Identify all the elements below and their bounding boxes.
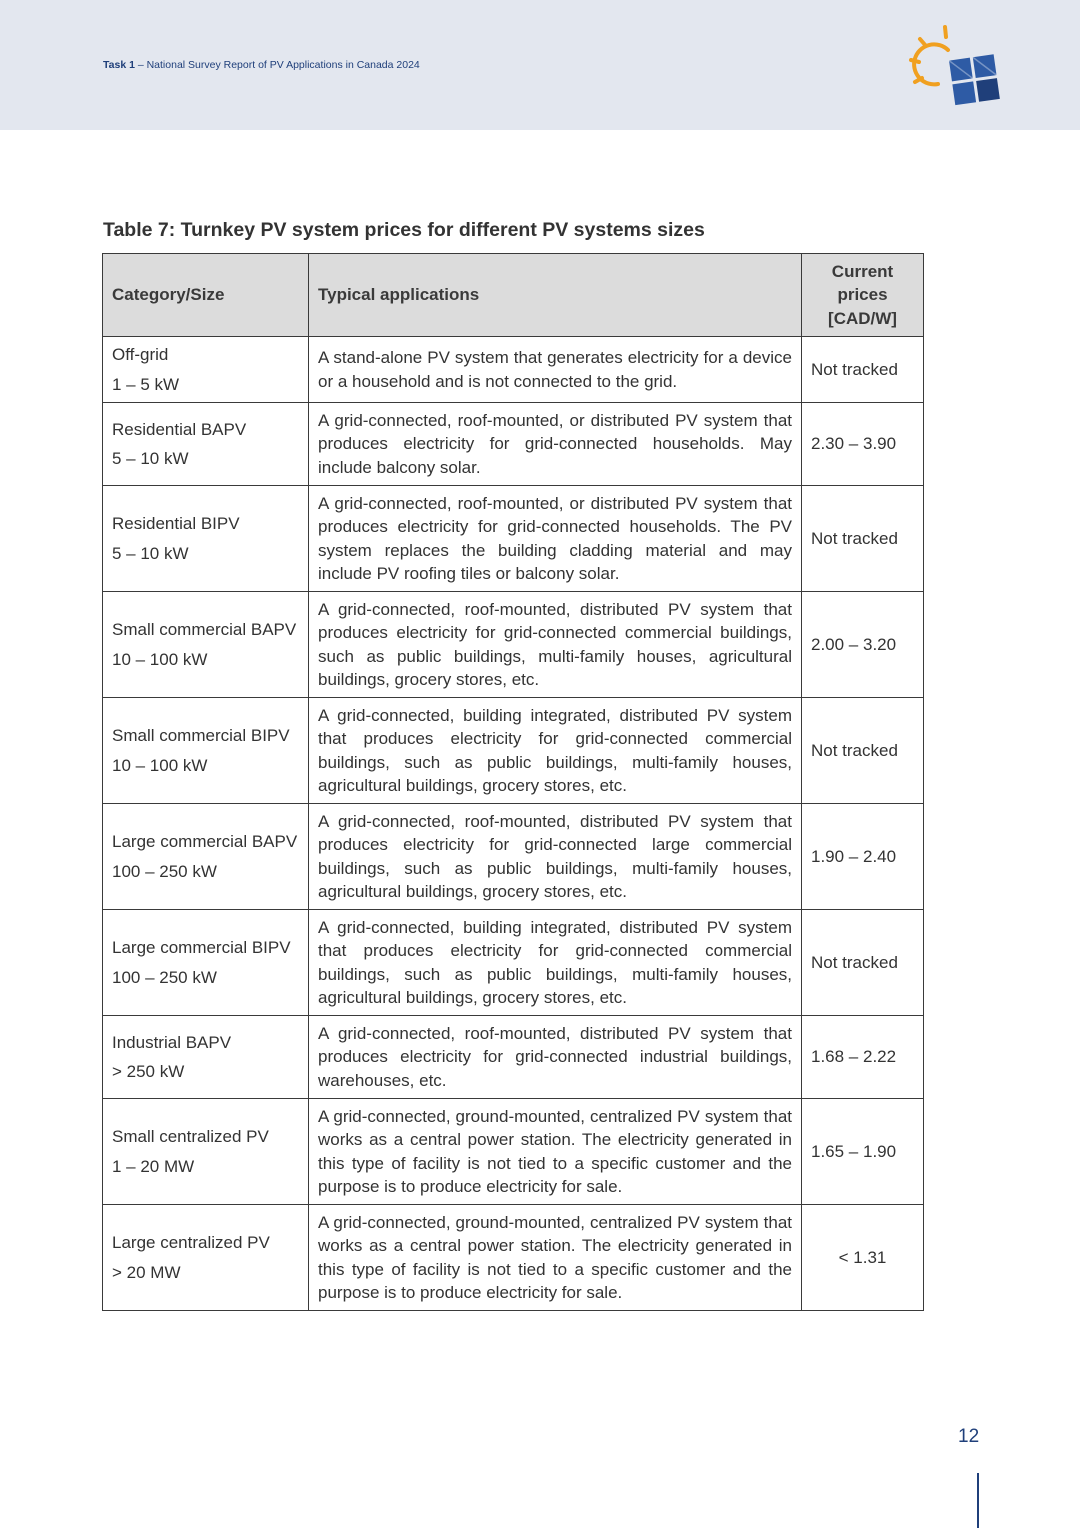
category-name: Small centralized PV	[112, 1127, 269, 1146]
application-cell: A grid-connected, building integrated, distributed PV system that produces electricity for grid-connected commercial buildings, such as public buildings, multi-family houses, agricultural buildings, grocery stores, etc.	[309, 698, 802, 804]
table-row	[103, 698, 924, 804]
category-cell	[103, 592, 309, 698]
category-name: Residential BIPV	[112, 514, 240, 533]
category-cell	[103, 910, 309, 1016]
application-cell: A grid-connected, ground-mounted, centralized PV system that works as a central power station. The electricity generated in this type of facility is not tied to a specific customer and the purpose is to produce electricity for sale.	[309, 1205, 802, 1311]
category-size: 10 – 100 kW	[112, 649, 208, 669]
application-cell: A grid-connected, roof-mounted, distributed PV system that produces electricity for grid-connected large commercial buildings, such as public buildings, multi-family houses, agricultural buildings, grocery stores, etc.	[309, 804, 802, 910]
category-name: Small commercial BIPV	[112, 726, 290, 745]
category-name: Industrial BAPV	[112, 1032, 232, 1052]
price-cell: 1.68 – 2.22	[802, 1016, 924, 1099]
task-label: Task 1	[103, 59, 135, 71]
category-name: Large centralized PV	[112, 1233, 270, 1252]
price-cell: 2.00 – 3.20	[802, 592, 924, 698]
table-row	[103, 592, 924, 698]
category-cell	[103, 1099, 309, 1205]
price-cell: Not tracked	[802, 910, 924, 1016]
category-cell	[103, 698, 309, 804]
category-size: 10 – 100 kW	[112, 755, 208, 775]
page-number: 12	[958, 1426, 980, 1447]
category-name: Small commercial BAPV	[112, 620, 297, 639]
header-title	[103, 59, 420, 71]
price-cell: Not tracked	[802, 337, 924, 403]
category-cell	[103, 1016, 309, 1099]
category-size: 1 – 5 kW	[112, 374, 180, 394]
sun-solar-panel-icon	[908, 24, 1004, 114]
table-header-row	[103, 254, 924, 337]
application-cell: A grid-connected, roof-mounted, or distributed PV system that produces electricity for grid-connected households. May include balcony solar.	[309, 403, 802, 486]
category-name: Large commercial BIPV	[112, 938, 291, 957]
table-row	[103, 337, 924, 403]
category-name: Large commercial BAPV	[112, 832, 298, 851]
application-cell: A grid-connected, ground-mounted, centralized PV system that works as a central power station. The electricity generated in this type of facility is not tied to a specific customer and the purpose is to produce electricity for sale.	[309, 1099, 802, 1205]
category-name: Off-grid	[112, 345, 169, 364]
table-row	[103, 910, 924, 1016]
price-table	[102, 253, 924, 1311]
category-cell	[103, 804, 309, 910]
category-size: 5 – 10 kW	[112, 543, 189, 563]
category-size: 100 – 250 kW	[112, 861, 217, 881]
application-cell: A grid-connected, roof-mounted, or distributed PV system that produces electricity for grid-connected households. The PV system replaces the building cladding material and may include PV roofing tiles or balcony solar.	[309, 486, 802, 592]
category-cell	[103, 337, 309, 403]
table-row	[103, 804, 924, 910]
page-number-rule	[977, 1473, 979, 1528]
table-row	[103, 403, 924, 486]
page-header	[0, 0, 1080, 130]
price-cell: < 1.31	[802, 1205, 924, 1311]
report-title: – National Survey Report of PV Applications in Canada 2024	[134, 59, 420, 71]
column-header-prices: Current prices [CAD/W]	[802, 254, 924, 337]
price-cell: 1.65 – 1.90	[802, 1099, 924, 1205]
category-size: 100 – 250 kW	[112, 967, 217, 987]
category-size: 5 – 10 kW	[112, 449, 189, 468]
price-cell: 2.30 – 3.90	[802, 403, 924, 486]
table-row	[103, 486, 924, 592]
price-cell: 1.90 – 2.40	[802, 804, 924, 910]
category-cell	[103, 403, 309, 486]
table-row	[103, 1016, 924, 1099]
application-cell: A grid-connected, building integrated, distributed PV system that produces electricity for grid-connected commercial buildings, such as public buildings, multi-family houses, agricultural buildings, grocery stores, etc.	[309, 910, 802, 1016]
category-cell	[103, 486, 309, 592]
price-cell: Not tracked	[802, 698, 924, 804]
application-cell: A stand-alone PV system that generates electricity for a device or a household and is not connected to the grid.	[309, 337, 802, 403]
column-header-category: Category/Size	[103, 254, 309, 337]
category-cell	[103, 1205, 309, 1311]
category-name: Residential BAPV	[112, 419, 247, 439]
category-size: > 250 kW	[112, 1062, 185, 1081]
category-size: > 20 MW	[112, 1262, 181, 1282]
category-size: 1 – 20 MW	[112, 1156, 195, 1176]
column-header-applications: Typical applications	[309, 254, 802, 337]
application-cell: A grid-connected, roof-mounted, distributed PV system that produces electricity for grid-connected industrial buildings, warehouses, etc.	[309, 1016, 802, 1099]
table-caption: Table 7: Turnkey PV system prices for different PV systems sizes	[103, 219, 705, 241]
application-cell: A grid-connected, roof-mounted, distributed PV system that produces electricity for grid-connected commercial buildings, such as public buildings, multi-family houses, agricultural buildings, grocery stores, etc.	[309, 592, 802, 698]
price-cell: Not tracked	[802, 486, 924, 592]
table-row	[103, 1099, 924, 1205]
table-row	[103, 1205, 924, 1311]
